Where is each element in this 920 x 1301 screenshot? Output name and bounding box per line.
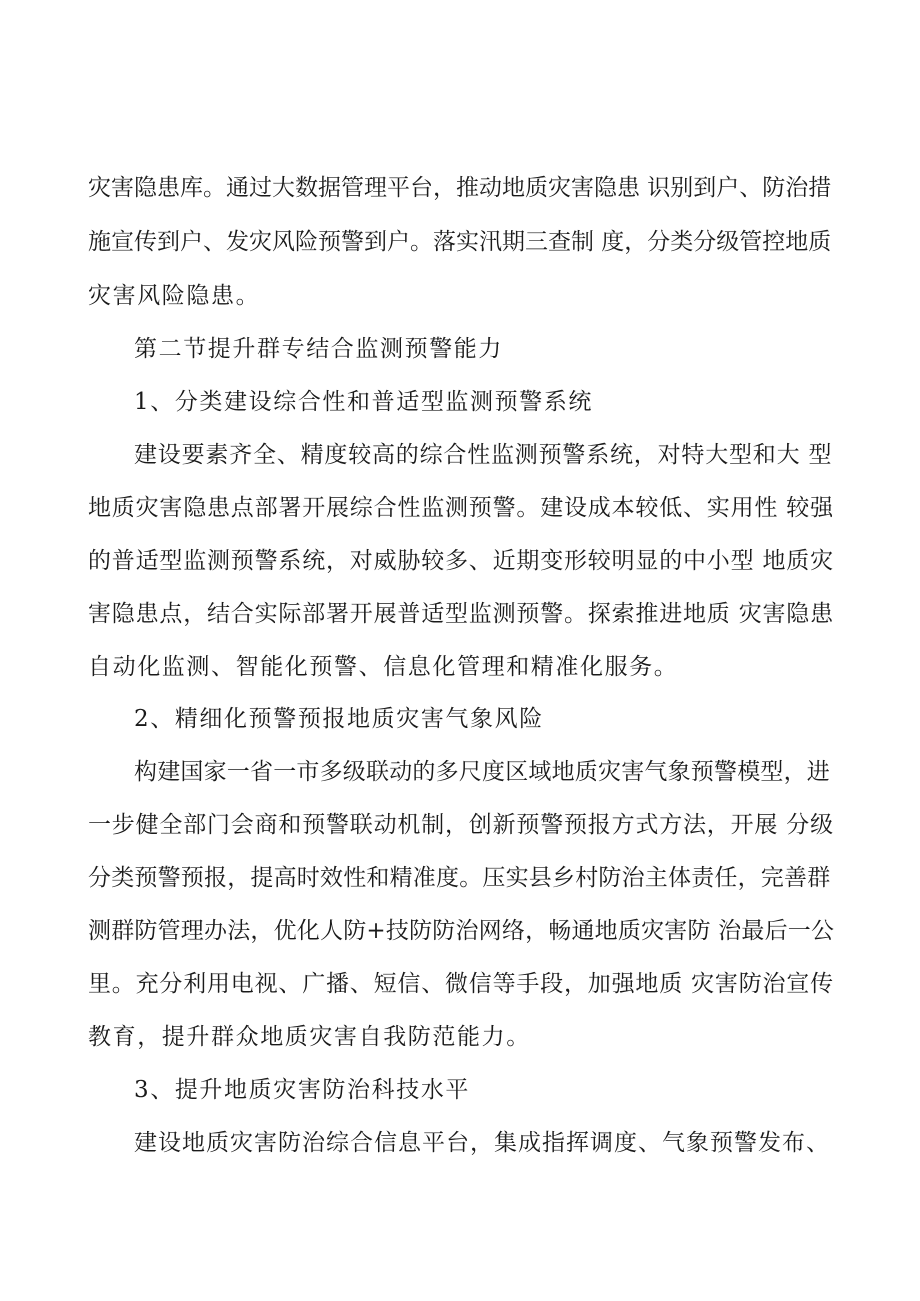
paragraph-line: 分类预警预报，提高时效性和精准度。压实县乡村防治主体责任，完善群 xyxy=(88,865,831,891)
paragraph-line: 自动化监测、智能化预警、信息化管理和精准化服务。 xyxy=(88,654,679,680)
paragraph-line: 害隐患点，结合实际部署开展普适型监测预警。探索推进地质 灾害隐患 xyxy=(88,601,834,627)
paragraph-line: 里。充分利用电视、广播、短信、微信等手段，加强地质 灾害防治宣传 xyxy=(88,971,834,997)
section-heading: 第二节提升群专结合监测预警能力 xyxy=(134,336,503,362)
paragraph-line: 地质灾害隐患点部署开展综合性监测预警。建设成本较低、实用性 较强 xyxy=(88,495,834,521)
paragraph-line: 灾害风险隐患。 xyxy=(88,283,261,309)
paragraph-line: 建设要素齐全、精度较高的综合性监测预警系统，对特大型和大 型 xyxy=(134,442,833,468)
paragraph-line: 测群防管理办法，优化人防+技防防治网络，畅通地质灾害防 治最后一公 xyxy=(88,918,835,944)
paragraph-line: 施宣传到户、发灾风险预警到户。落实汛期三查制 度，分类分级管控地质 xyxy=(88,229,832,255)
paragraph-line: 建设地质灾害防治综合信息平台，集成指挥调度、气象预警发布、 xyxy=(134,1130,830,1156)
paragraph-line: 一步健全部门会商和预警联动机制，创新预警预报方式方法，开展 分级 xyxy=(88,812,834,838)
paragraph-line: 构建国家一省一市多级联动的多尺度区域地质灾害气象预警模型，进 xyxy=(134,759,830,785)
subsection-heading: 1、分类建设综合性和普适型监测预警系统 xyxy=(134,389,594,415)
paragraph-line: 教育，提升群众地质灾害自我防范能力。 xyxy=(88,1024,531,1050)
paragraph-line: 灾害隐患库。通过大数据管理平台，推动地质灾害隐患 识别到户、防治措 xyxy=(88,175,832,201)
paragraph-line: 的普适型监测预警系统，对威胁较多、近期变形较明显的中小型 地质灾 xyxy=(88,548,834,574)
subsection-heading: 3、提升地质灾害防治科技水平 xyxy=(134,1077,471,1103)
subsection-heading: 2、精细化预警预报地质灾害气象风险 xyxy=(134,706,544,732)
